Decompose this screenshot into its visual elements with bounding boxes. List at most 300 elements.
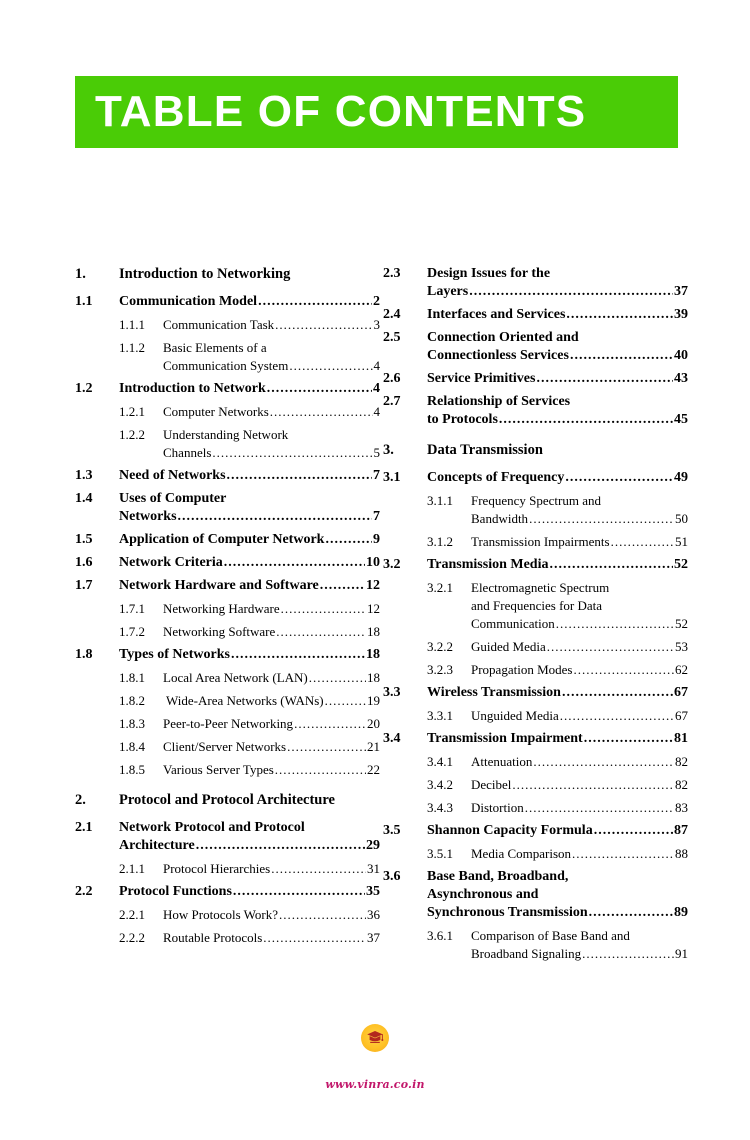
toc-entry-title: Communication xyxy=(471,616,555,631)
toc-entry-title: Media Comparison xyxy=(471,846,572,861)
toc-page-number: 45 xyxy=(674,412,688,427)
toc-entry-title: Distortion xyxy=(471,800,524,815)
toc-entry-title: Communication Task xyxy=(163,317,275,332)
toc-leader-dots xyxy=(584,731,673,747)
toc-entry-body xyxy=(471,754,688,770)
toc-entry-line xyxy=(471,928,688,944)
toc-entry-line xyxy=(471,662,688,678)
toc-page-number: 7 xyxy=(373,509,380,524)
toc-entry-title: Types of Networks xyxy=(119,647,230,662)
toc-entry-title: Introduction to Networking xyxy=(119,266,291,282)
toc-entry-title: Communication Model xyxy=(119,294,258,309)
toc-leader-dots xyxy=(233,884,365,900)
toc-leader-dots xyxy=(276,624,366,640)
toc-entry-3-1-1[interactable] xyxy=(383,493,688,527)
toc-column-left xyxy=(75,266,380,953)
toc-entry-line xyxy=(119,532,380,548)
toc-page-number: 12 xyxy=(367,601,380,616)
toc-entry-number: 3.4.2 xyxy=(427,777,453,792)
toc-entry-line xyxy=(471,534,688,550)
toc-leader-dots xyxy=(287,739,366,755)
toc-entry-number: 1.8.5 xyxy=(119,762,145,777)
toc-page-number: 81 xyxy=(674,731,688,746)
toc-page-number: 50 xyxy=(675,511,688,526)
toc-entry-title: Bandwidth xyxy=(471,511,529,526)
toc-entry-3-1-2[interactable] xyxy=(383,534,688,550)
toc-leader-dots xyxy=(469,284,673,300)
toc-entry-1-1-1[interactable] xyxy=(75,317,380,333)
toc-entry-body xyxy=(427,557,688,573)
toc-entry-title: Asynchronous and xyxy=(427,887,539,902)
toc-entry-1-2[interactable] xyxy=(75,381,380,397)
toc-entry-title: Network Protocol and Protocol xyxy=(119,820,305,835)
toc-page-number: 4 xyxy=(373,404,380,419)
toc-leader-dots xyxy=(525,800,674,816)
toc-entry-number: 3.4.1 xyxy=(427,754,453,769)
toc-entry-title: Propagation Modes xyxy=(471,662,573,677)
toc-leader-dots xyxy=(309,670,366,686)
toc-page-number: 91 xyxy=(675,946,688,961)
toc-entry-line xyxy=(163,930,380,946)
toc-entry-line xyxy=(427,823,688,839)
toc-entry-1-2-2[interactable] xyxy=(75,427,380,461)
toc-leader-dots xyxy=(565,470,673,486)
toc-page-number: 49 xyxy=(674,470,688,485)
toc-entry-1-6[interactable] xyxy=(75,555,380,571)
toc-entry-body xyxy=(163,716,380,732)
toc-entry-title: Connection Oriented and xyxy=(427,330,579,345)
toc-page-number: 51 xyxy=(675,534,688,549)
toc-page-number: 10 xyxy=(366,555,380,570)
toc-entry-line xyxy=(119,381,380,397)
toc-entry-1-4[interactable] xyxy=(75,491,380,525)
toc-entry-3-5[interactable] xyxy=(383,823,688,839)
toc-leader-dots xyxy=(289,358,372,374)
toc-entry-number: 1.4 xyxy=(75,491,93,506)
toc-entry-3-1[interactable] xyxy=(383,470,688,486)
toc-entry-2[interactable] xyxy=(75,792,380,809)
toc-entry-number: 3.1 xyxy=(383,470,401,485)
toc-entry-2-7[interactable] xyxy=(383,394,688,428)
toc-entry-3-5-1[interactable] xyxy=(383,846,688,862)
toc-entry-body xyxy=(163,762,380,778)
toc-entry-title: Networking Software xyxy=(163,624,276,639)
toc-entry-line xyxy=(471,800,688,816)
toc-entry-number: 3.5.1 xyxy=(427,846,453,861)
toc-entry-number: 2.2.2 xyxy=(119,930,145,945)
toc-entry-body xyxy=(119,820,380,854)
toc-leader-dots xyxy=(320,578,365,594)
toc-entry-title: Wireless Transmission xyxy=(427,685,561,700)
toc-entry-number: 2.3 xyxy=(383,266,401,281)
toc-leader-dots xyxy=(547,639,674,655)
toc-entry-1-8-3[interactable] xyxy=(75,716,380,732)
toc-leader-dots xyxy=(549,557,673,573)
toc-entry-line xyxy=(471,946,688,962)
toc-entry-body xyxy=(427,470,688,486)
toc-entry-line xyxy=(163,317,380,333)
toc-entry-line xyxy=(427,905,688,921)
toc-entry-title: Need of Networks xyxy=(119,468,226,483)
toc-entry-title: Base Band, Broadband, xyxy=(427,869,569,884)
toc-leader-dots xyxy=(271,861,366,877)
toc-page-number: 18 xyxy=(367,624,380,639)
toc-entry-body xyxy=(119,294,380,310)
toc-entry-line xyxy=(427,330,688,346)
toc-entry-2-6[interactable] xyxy=(383,371,688,387)
toc-entry-line xyxy=(163,624,380,640)
toc-entry-line xyxy=(163,861,380,877)
toc-entry-title: Guided Media xyxy=(471,639,546,654)
toc-entry-title: Synchronous Transmission xyxy=(427,905,588,920)
toc-entry-number: 2.4 xyxy=(383,307,401,322)
toc-entry-1-1-2[interactable] xyxy=(75,340,380,374)
toc-entry-body xyxy=(427,685,688,701)
toc-page-number: 53 xyxy=(675,639,688,654)
toc-page-number: 4 xyxy=(373,381,380,396)
toc-entry-title: Understanding Network xyxy=(163,427,289,442)
toc-entry-1-8-5[interactable] xyxy=(75,762,380,778)
toc-leader-dots xyxy=(536,371,673,387)
toc-entry-number: 1.2.2 xyxy=(119,427,145,442)
toc-leader-dots xyxy=(294,716,366,732)
toc-leader-dots xyxy=(512,777,674,793)
toc-entry-2-5[interactable] xyxy=(383,330,688,364)
toc-entry-title: Layers xyxy=(427,284,469,299)
toc-entry-line xyxy=(471,598,688,614)
toc-entry-body xyxy=(163,930,380,946)
toc-entry-1-8-2[interactable] xyxy=(75,693,380,709)
toc-entry-body xyxy=(471,708,688,724)
toc-leader-dots xyxy=(562,685,673,701)
toc-entry-2-1-1[interactable] xyxy=(75,861,380,877)
toc-entry-2-2-2[interactable] xyxy=(75,930,380,946)
toc-entry-3-2-2[interactable] xyxy=(383,639,688,655)
toc-entry-line xyxy=(163,739,380,755)
toc-leader-dots xyxy=(529,511,674,527)
toc-page-number: 7 xyxy=(373,468,380,483)
toc-entry-number: 2.2 xyxy=(75,884,93,899)
toc-entry-body xyxy=(163,693,380,709)
toc-entry-title: Network Hardware and Software xyxy=(119,578,319,593)
toc-entry-body xyxy=(163,340,380,374)
toc-entry-title: Design Issues for the xyxy=(427,266,551,281)
toc-entry-line xyxy=(119,491,380,507)
toc-leader-dots xyxy=(267,381,372,397)
toc-leader-dots xyxy=(258,294,372,310)
toc-entry-3-4-1[interactable] xyxy=(383,754,688,770)
toc-entry-number: 3.1.2 xyxy=(427,534,453,549)
toc-entry-number: 3.6 xyxy=(383,869,401,884)
toc-entry-number: 1.1.2 xyxy=(119,340,145,355)
toc-entry-line xyxy=(163,670,380,686)
toc-page-number: 89 xyxy=(674,905,688,920)
toc-entry-3-4[interactable] xyxy=(383,731,688,747)
toc-page-number: 83 xyxy=(675,800,688,815)
toc-entry-number: 1.1 xyxy=(75,294,93,309)
toc-entry-1-7-2[interactable] xyxy=(75,624,380,640)
toc-page-number: 19 xyxy=(367,693,380,708)
toc-entry-title: Decibel xyxy=(471,777,512,792)
toc-entry-2-2-1[interactable] xyxy=(75,907,380,923)
toc-page-number: 88 xyxy=(675,846,688,861)
toc-entry-line xyxy=(427,266,688,282)
toc-entry-number: 1.8.3 xyxy=(119,716,145,731)
toc-entry-line xyxy=(119,468,380,484)
toc-leader-dots xyxy=(275,762,366,778)
toc-entry-title: Architecture xyxy=(119,838,195,853)
table-of-contents-banner xyxy=(75,76,678,148)
toc-entry-number: 2.2.1 xyxy=(119,907,145,922)
toc-entry-body xyxy=(163,317,380,333)
toc-entry-3[interactable] xyxy=(383,442,688,459)
toc-entry-title: Shannon Capacity Formula xyxy=(427,823,593,838)
toc-entry-title: Various Server Types xyxy=(163,762,274,777)
toc-page-number: 2 xyxy=(373,294,380,309)
toc-entry-line xyxy=(163,907,380,923)
toc-entry-body xyxy=(471,662,688,678)
toc-entry-title: Transmission Impairments xyxy=(471,534,610,549)
toc-page-number: 20 xyxy=(367,716,380,731)
toc-entry-number: 3.2.2 xyxy=(427,639,453,654)
toc-page-number: 35 xyxy=(366,884,380,899)
toc-entry-number: 3. xyxy=(383,442,394,458)
toc-entry-2-3[interactable] xyxy=(383,266,688,300)
toc-leader-dots xyxy=(556,616,674,632)
toc-entry-title: Comparison of Base Band and xyxy=(471,928,630,943)
toc-page-number: 39 xyxy=(674,307,688,322)
toc-entry-body xyxy=(119,468,380,484)
toc-leader-dots xyxy=(263,930,366,946)
toc-page-number: 43 xyxy=(674,371,688,386)
toc-entry-title: Transmission Impairment xyxy=(427,731,583,746)
toc-entry-line xyxy=(119,838,380,854)
toc-entry-1-1[interactable] xyxy=(75,294,380,310)
toc-entry-title: How Protocols Work? xyxy=(163,907,278,922)
toc-page-number: 4 xyxy=(373,358,380,373)
toc-entry-line xyxy=(163,601,380,617)
toc-entry-title: Routable Protocols xyxy=(163,930,263,945)
toc-entry-body xyxy=(427,266,688,300)
toc-page-number: 87 xyxy=(674,823,688,838)
toc-entry-number: 1.8.1 xyxy=(119,670,145,685)
page-title: TABLE OF CONTENTS xyxy=(95,87,587,136)
toc-entry-body xyxy=(471,534,688,550)
toc-page-number: 18 xyxy=(366,647,380,662)
toc-leader-dots xyxy=(499,412,673,428)
toc-page-number: 67 xyxy=(674,685,688,700)
toc-page-number: 62 xyxy=(675,662,688,677)
toc-entry-number: 3.2 xyxy=(383,557,401,572)
toc-entry-number: 2.6 xyxy=(383,371,401,386)
toc-entry-line xyxy=(119,820,380,836)
toc-entry-line xyxy=(119,647,380,663)
toc-page-number: 12 xyxy=(366,578,380,593)
toc-entry-title: Introduction to Network xyxy=(119,381,266,396)
toc-entry-number: 1.5 xyxy=(75,532,93,547)
toc-entry-line xyxy=(163,340,380,356)
toc-entry-number: 2.1.1 xyxy=(119,861,145,876)
toc-entry-number: 3.4 xyxy=(383,731,401,746)
toc-leader-dots xyxy=(224,555,365,571)
toc-entry-title: Broadband Signaling xyxy=(471,946,582,961)
toc-entry-line xyxy=(427,869,688,885)
toc-entry-3-6[interactable] xyxy=(383,869,688,921)
toc-entry-number: 1.8 xyxy=(75,647,93,662)
toc-entry-body xyxy=(119,647,380,663)
toc-entry-line xyxy=(163,358,380,374)
toc-entry-number: 3.3.1 xyxy=(427,708,453,723)
toc-page-number: 31 xyxy=(367,861,380,876)
toc-entry-body xyxy=(427,371,688,387)
toc-entry-1[interactable] xyxy=(75,266,380,283)
toc-entry-title: Networking Hardware xyxy=(163,601,280,616)
toc-entry-title: to Protocols xyxy=(427,412,498,427)
toc-entry-2-1[interactable] xyxy=(75,820,380,854)
toc-entry-line xyxy=(163,716,380,732)
toc-entry-number: 1.7 xyxy=(75,578,93,593)
toc-entry-number: 3.1.1 xyxy=(427,493,453,508)
toc-entry-title: Local Area Network (LAN) xyxy=(163,670,308,685)
toc-entry-line xyxy=(471,846,688,862)
toc-leader-dots xyxy=(279,907,366,923)
toc-entry-1-3[interactable] xyxy=(75,468,380,484)
toc-entry-line xyxy=(119,294,380,310)
toc-entry-body xyxy=(427,869,688,921)
toc-entry-1-8[interactable] xyxy=(75,647,380,663)
toc-page-number: 22 xyxy=(367,762,380,777)
toc-entry-1-5[interactable] xyxy=(75,532,380,548)
toc-entry-title: Concepts of Frequency xyxy=(427,470,565,485)
toc-entry-number: 1.7.1 xyxy=(119,601,145,616)
toc-entry-1-2-1[interactable] xyxy=(75,404,380,420)
toc-entry-title: Client/Server Networks xyxy=(163,739,287,754)
toc-entry-1-8-1[interactable] xyxy=(75,670,380,686)
toc-entry-3-3[interactable] xyxy=(383,685,688,701)
toc-entry-3-4-2[interactable] xyxy=(383,777,688,793)
toc-entry-title: Communication System xyxy=(163,358,289,373)
toc-page-number: 67 xyxy=(675,708,688,723)
toc-entry-line xyxy=(119,509,380,525)
toc-entry-body xyxy=(163,601,380,617)
toc-entry-title: Connectionless Services xyxy=(427,348,569,363)
toc-entry-number: 3.6.1 xyxy=(427,928,453,943)
toc-entry-number: 3.5 xyxy=(383,823,401,838)
toc-entry-title: Wide-Area Networks (WANs) xyxy=(163,693,324,708)
toc-entry-2-4[interactable] xyxy=(383,307,688,323)
toc-entry-line xyxy=(119,578,380,594)
toc-leader-dots xyxy=(212,445,372,461)
toc-entry-title: Networks xyxy=(119,509,177,524)
toc-entry-number: 3.3 xyxy=(383,685,401,700)
toc-entry-1-7[interactable] xyxy=(75,578,380,594)
toc-leader-dots xyxy=(566,307,673,323)
toc-page-number: 5 xyxy=(373,445,380,460)
toc-page-number: 82 xyxy=(675,777,688,792)
toc-entry-line xyxy=(427,412,688,428)
toc-entry-number: 1.1.1 xyxy=(119,317,145,332)
toc-entry-body xyxy=(119,555,380,571)
toc-entry-title: Attenuation xyxy=(471,754,533,769)
toc-entry-title: Interfaces and Services xyxy=(427,307,566,322)
toc-page-number: 9 xyxy=(373,532,380,547)
toc-leader-dots xyxy=(231,647,365,663)
toc-entry-body xyxy=(471,846,688,862)
toc-entry-body xyxy=(471,580,688,632)
toc-entry-number: 1.3 xyxy=(75,468,93,483)
toc-page-number: 82 xyxy=(675,754,688,769)
toc-entry-line xyxy=(119,884,380,900)
toc-entry-body xyxy=(471,639,688,655)
toc-leader-dots xyxy=(227,468,372,484)
toc-entry-number: 1.7.2 xyxy=(119,624,145,639)
toc-entry-3-6-1[interactable] xyxy=(383,928,688,962)
toc-page-number: 36 xyxy=(367,907,380,922)
toc-entry-number: 1.2 xyxy=(75,381,93,396)
toc-entry-body xyxy=(119,381,380,397)
toc-entry-3-4-3[interactable] xyxy=(383,800,688,816)
toc-entry-body xyxy=(163,427,380,461)
toc-column-right xyxy=(383,266,688,969)
toc-entry-1-8-4[interactable] xyxy=(75,739,380,755)
toc-entry-title: Protocol Hierarchies xyxy=(163,861,271,876)
toc-page-number: 52 xyxy=(674,557,688,572)
toc-entry-2-2[interactable] xyxy=(75,884,380,900)
toc-entry-title: Data Transmission xyxy=(427,442,543,458)
toc-entry-3-2-1[interactable] xyxy=(383,580,688,632)
toc-entry-number: 3.2.3 xyxy=(427,662,453,677)
toc-entry-line xyxy=(427,685,688,701)
toc-entry-number: 2. xyxy=(75,792,86,808)
toc-entry-1-7-1[interactable] xyxy=(75,601,380,617)
toc-entry-line xyxy=(163,404,380,420)
toc-entry-3-2-3[interactable] xyxy=(383,662,688,678)
toc-entry-body xyxy=(471,777,688,793)
toc-entry-body xyxy=(163,404,380,420)
website-url: www.vinra.co.in xyxy=(325,1078,425,1091)
toc-leader-dots xyxy=(281,601,366,617)
toc-entry-title: Transmission Media xyxy=(427,557,549,572)
toc-entry-title: Relationship of Services xyxy=(427,394,571,409)
toc-leader-dots xyxy=(178,509,372,525)
toc-entry-body xyxy=(427,731,688,747)
toc-page-number: 29 xyxy=(366,838,380,853)
toc-entry-line xyxy=(427,470,688,486)
toc-entry-body xyxy=(119,884,380,900)
toc-entry-title: Application of Computer Network xyxy=(119,532,325,547)
toc-entry-number: 2.1 xyxy=(75,820,93,835)
toc-leader-dots xyxy=(611,534,674,550)
toc-leader-dots xyxy=(196,838,365,854)
toc-entry-title: Service Primitives xyxy=(427,371,536,386)
toc-entry-body xyxy=(163,739,380,755)
toc-entry-title: Computer Networks xyxy=(163,404,269,419)
toc-entry-line xyxy=(471,493,688,509)
toc-leader-dots xyxy=(572,846,674,862)
toc-entry-3-3-1[interactable] xyxy=(383,708,688,724)
toc-entry-body xyxy=(471,493,688,527)
toc-entry-body xyxy=(427,330,688,364)
toc-page-number: 21 xyxy=(367,739,380,754)
toc-entry-line xyxy=(471,580,688,596)
toc-entry-body xyxy=(163,624,380,640)
toc-entry-3-2[interactable] xyxy=(383,557,688,573)
toc-entry-line xyxy=(427,307,688,323)
toc-entry-body xyxy=(163,861,380,877)
graduation-cap-badge-icon xyxy=(361,1024,389,1052)
toc-entry-line xyxy=(119,555,380,571)
toc-entry-line xyxy=(427,371,688,387)
